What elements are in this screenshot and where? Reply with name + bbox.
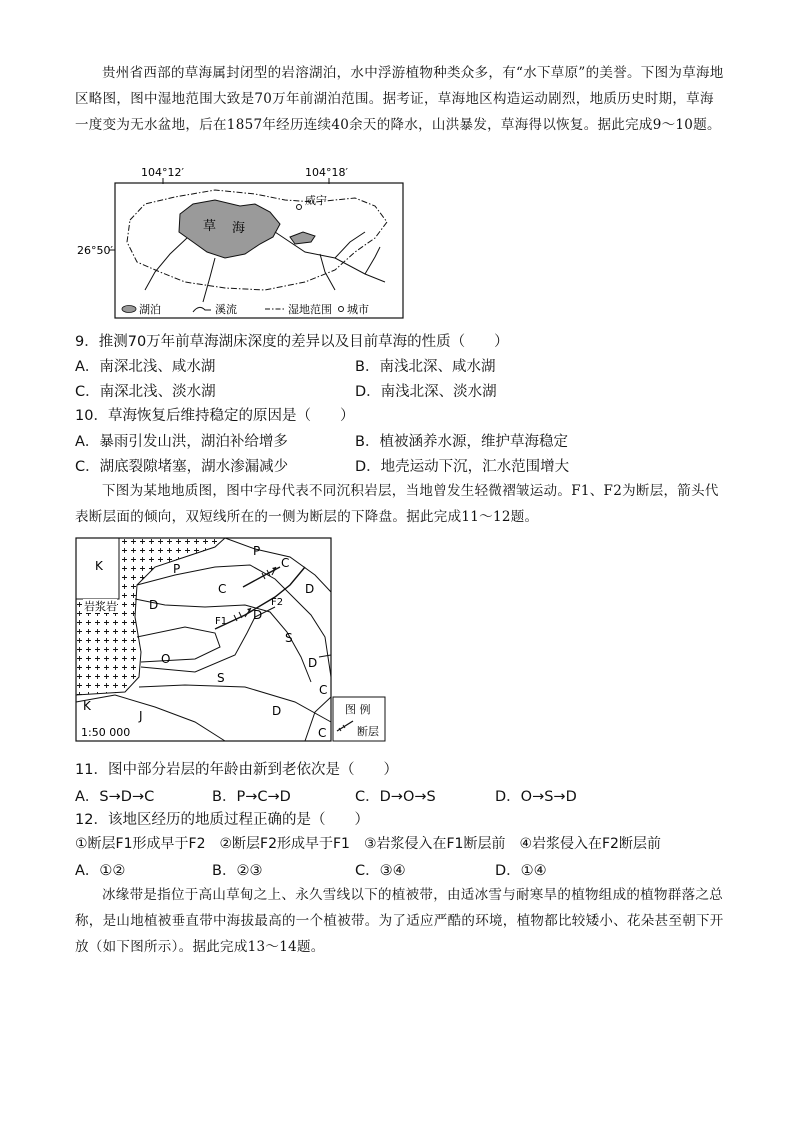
stratum-o: O: [161, 652, 171, 666]
legend-lake: 湖泊: [139, 303, 161, 316]
lake-label-hai: 海: [232, 221, 246, 236]
q11-option-c[interactable]: C．D→O→S: [355, 789, 436, 805]
q12-option-a[interactable]: A．①②: [75, 863, 126, 879]
q9-option-c[interactable]: C．南深北浅、淡水湖: [75, 384, 216, 400]
stream: [203, 258, 215, 302]
stratum-k-bottom: K: [83, 699, 91, 713]
intro-paragraph-2: 下图为某地地质图，图中字母代表不同沉积岩层，当地曾发生轻微褶皱运动。F1、F2为断层，箭头代表断层面的倾向，双短线所在的一侧为断层的下降盘。据此完成11～12题。: [75, 483, 719, 525]
q9-stem: 9．推测70万年前草海湖床深度的差异以及目前草海的性质（ ）: [75, 334, 509, 350]
q12-option-b[interactable]: B．②③: [212, 863, 263, 879]
fault-f2-label: F2: [271, 597, 284, 608]
q10-option-b[interactable]: B．植被涵养水源，维护草海稳定: [355, 434, 568, 450]
q9-option-a[interactable]: A．南深北浅、咸水湖: [75, 359, 216, 375]
stratum-c-bottom: C: [318, 726, 327, 740]
longitude-label-1: 104°12′: [141, 166, 184, 179]
legend-fault: 断层: [357, 725, 379, 738]
intro-paragraph-1: 贵州省西部的草海属封闭型的岩溶湖泊，水中浮游植物种类众多，有“水下草原”的美誉。下图为草海地区略图，图中湿地范围大致是70万年前湖泊范围。据考证，草海地区构造运动剧烈，地质历史时期，草海一度变为无水盆地，后在1857年经历连续40余天的降水，山洪暴发，草海得以恢复。据此完成9～10题。: [75, 65, 724, 133]
stratum-d-right2: D: [308, 656, 318, 670]
q10-option-d[interactable]: D．地壳运动下沉，汇水范围增大: [355, 459, 570, 475]
city-label: 威宁: [305, 194, 327, 207]
stratum-d-left: D: [149, 598, 159, 612]
stream: [320, 254, 335, 290]
city-marker: [297, 205, 302, 210]
legend-stream: 溪流: [215, 303, 237, 316]
q10-option-c[interactable]: C．湖底裂隙堵塞，湖水渗漏减少: [75, 459, 289, 475]
legend-wetland: 湿地范围: [288, 303, 332, 316]
map-scale: 1:50 000: [81, 726, 131, 739]
q12-option-d[interactable]: D．①④: [495, 863, 547, 879]
longitude-label-2: 104°18′: [305, 166, 348, 179]
small-lake: [290, 232, 315, 244]
q9-option-d[interactable]: D．南浅北深、淡水湖: [355, 384, 497, 400]
magma-label: 岩浆岩: [84, 600, 117, 613]
stratum-p-top: P: [253, 544, 261, 558]
legend-title: 图 例: [345, 703, 371, 716]
stratum-c-right: C: [319, 683, 328, 697]
intro-paragraph-3: 冰缘带是指位于高山草甸之上、永久雪线以下的植被带，由适冰雪与耐寒旱的植物组成的植物群落之总称，是山地植被垂直带中海拔最高的一个植被带。为了适应严酷的环境，植物都比较矮小、花朵甚至朝下开放（如下图所示）。据此完成13～14题。: [75, 887, 724, 955]
stratum-d-mid: D: [253, 608, 263, 622]
stratum-p: P: [173, 562, 181, 576]
stratum-s: S: [217, 671, 225, 685]
stratum-j: J: [139, 709, 143, 723]
stratum-d-bottom: D: [272, 704, 282, 718]
q12-stem: 12．该地区经历的地质过程正确的是（ ）: [75, 812, 369, 828]
lake-label-cao: 草: [203, 219, 217, 234]
stratum-c: C: [218, 582, 227, 596]
stratum-s-right: S: [285, 631, 293, 645]
geology-map: [75, 537, 415, 745]
map-frame: [115, 183, 403, 318]
stream: [365, 247, 380, 274]
stream: [335, 232, 365, 258]
legend-city: 城市: [347, 303, 369, 316]
stratum-k-top: K: [95, 559, 103, 573]
q11-option-a[interactable]: A．S→D→C: [75, 789, 155, 805]
q10-option-a[interactable]: A．暴雨引发山洪，湖泊补给增多: [75, 434, 288, 450]
caohai-map: [75, 162, 415, 322]
latitude-label: 26°50′: [77, 244, 113, 257]
q10-stem: 10．草海恢复后维持稳定的原因是（ ）: [75, 408, 355, 424]
q12-option-c[interactable]: C．③④: [355, 863, 406, 879]
fault-f1-label: F1: [215, 616, 228, 627]
q12-items: ①断层F1形成早于F2 ②断层F2形成早于F1 ③岩浆侵入在F1断层前 ④岩浆侵入在F2断层前: [75, 836, 661, 852]
stream: [145, 238, 187, 290]
q11-option-d[interactable]: D．O→S→D: [495, 789, 577, 805]
stratum-c-top: C: [281, 556, 290, 570]
q9-option-b[interactable]: B．南浅北深、咸水湖: [355, 359, 496, 375]
caohai-lake: [179, 200, 280, 258]
q11-option-b[interactable]: B．P→C→D: [212, 789, 291, 805]
stratum-d-right: D: [305, 582, 315, 596]
q11-stem: 11．图中部分岩层的年龄由新到老依次是（ ）: [75, 762, 398, 778]
